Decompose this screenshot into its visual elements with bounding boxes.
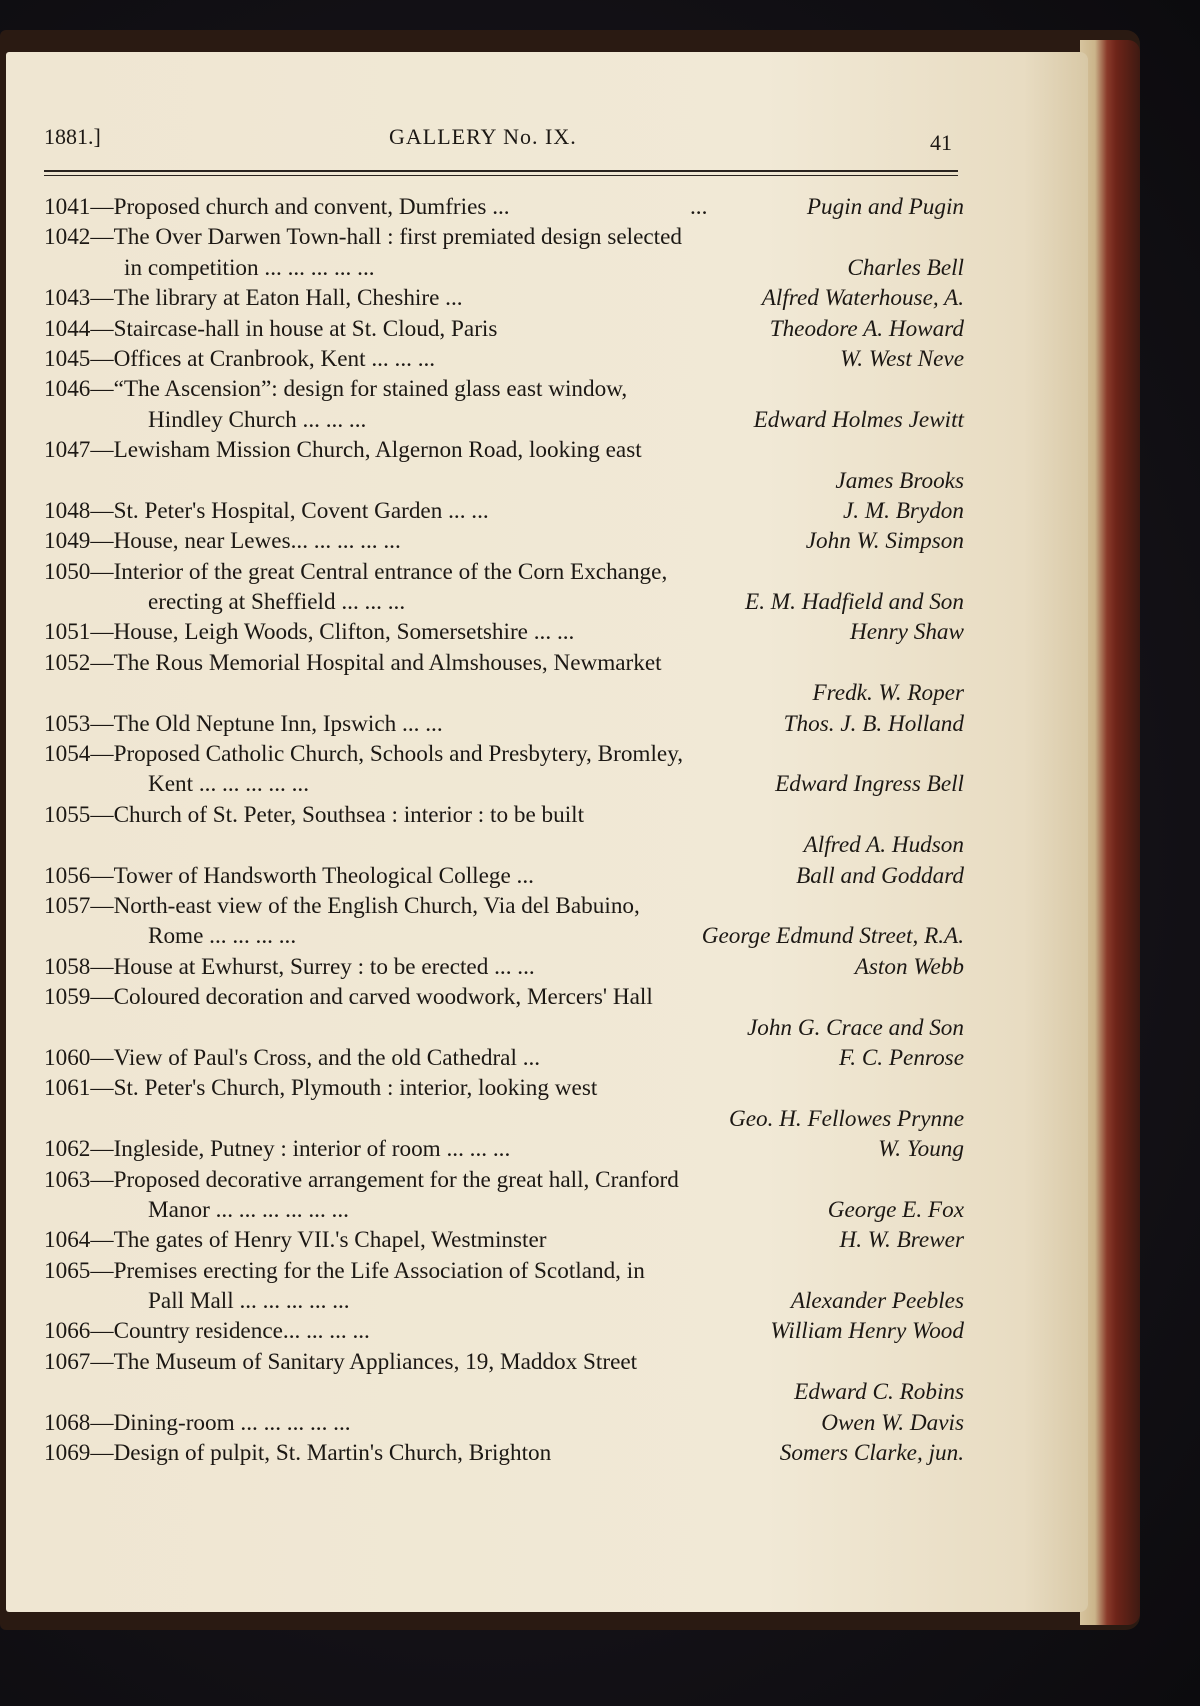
entry-title-continued: Hindley Church ... ... ... [148, 406, 367, 433]
entry-attribution-line [44, 1104, 964, 1134]
entry-artist: F. C. Penrose [839, 1044, 964, 1071]
entry-artist: George Edmund Street, R.A. [701, 923, 964, 950]
entry-title: The gates of Henry VII.'s Chapel, Westminster [113, 1227, 547, 1254]
entry-line: 1045—Offices at Cranbrook, Kent ... ... ... W. West Neve [44, 344, 964, 374]
entry-title: Staircase-hall in house at St. Cloud, Paris [113, 315, 498, 342]
catalogue-entry [44, 952, 964, 982]
entry-artist: Theodore A. Howard [769, 315, 964, 342]
entry-number: 1062 [44, 1136, 91, 1163]
entry-title-continued: Rome ... ... ... ... [148, 923, 297, 950]
catalogue-entry [44, 496, 964, 526]
entry-line: 1060—View of Paul's Cross, and the old Cathedral ... F. C. Penrose [44, 1043, 964, 1073]
entry-number: 1047 [44, 437, 91, 464]
entry-title: Proposed Catholic Church, Schools and Presbytery, Bromley, [113, 741, 684, 768]
entry-artist: Charles Bell [847, 254, 964, 281]
page-edges [1080, 40, 1140, 1625]
page-number: 41 [930, 130, 952, 155]
entry-title: Premises erecting for the Life Association of Scotland, in [113, 1257, 645, 1284]
entry-artist: W. Young [878, 1136, 964, 1163]
page-content [44, 52, 964, 1612]
entry-number: 1048 [44, 497, 91, 524]
entry-line: 1053—The Old Neptune Inn, Ipswich ... ... Thos. J. B. Holland [44, 709, 964, 739]
entry-artist: J. M. Brydon [842, 497, 964, 524]
header-rule [44, 170, 958, 172]
entry-line: 1068—Dining-room ... ... ... ... ... Owen W. Davis [44, 1408, 964, 1438]
entry-line: 1050—Interior of the great Central entrance of the Corn Exchange, [44, 558, 668, 585]
entry-attribution-line [44, 1377, 964, 1407]
entry-title: The library at Eaton Hall, Cheshire ... [113, 285, 463, 312]
entry-title: “The Ascension”: design for stained glass east window, [113, 376, 628, 403]
book-page [6, 52, 1088, 1612]
entry-number: 1044 [44, 315, 91, 342]
entry-number: 1051 [44, 619, 91, 646]
entry-artist: H. W. Brewer [839, 1227, 964, 1254]
entry-title: Country residence... ... ... ... [113, 1318, 370, 1345]
entry-continuation [44, 587, 964, 617]
catalogue-entry [44, 1256, 964, 1317]
entry-line: 1062—Ingleside, Putney : interior of room ... ... ... W. Young [44, 1134, 964, 1164]
entry-line: 1044—Staircase-hall in house at St. Cloud, Paris Theodore A. Howard [44, 314, 964, 344]
entry-artist: Alexander Peebles [790, 1288, 964, 1315]
entry-artist: George E. Fox [827, 1196, 964, 1223]
entry-line: 1058—House at Ewhurst, Surrey : to be erected ... ... Aston Webb [44, 952, 964, 982]
catalogue-entry [44, 192, 964, 222]
entry-title: St. Peter's Church, Plymouth : interior, looking west [113, 1075, 598, 1102]
catalogue-entry [44, 1134, 964, 1164]
entry-title: House, near Lewes... ... ... ... ... [113, 528, 401, 555]
entry-number: 1067 [44, 1348, 91, 1375]
entry-line: 1064—The gates of Henry VII.'s Chapel, Westminster H. W. Brewer [44, 1225, 964, 1255]
header-rule-thin [44, 175, 958, 176]
entry-artist: Edward Ingress Bell [775, 771, 964, 798]
catalogue-entry [44, 283, 964, 313]
entry-artist: E. M. Hadfield and Son [745, 589, 964, 616]
entry-line: 1051—House, Leigh Woods, Clifton, Somersetshire ... ... Henry Shaw [44, 617, 964, 647]
catalogue-entry [44, 557, 964, 618]
entry-title: The Rous Memorial Hospital and Almshouses, Newmarket [113, 649, 662, 676]
entry-line: 1066—Country residence... ... ... ... William Henry Wood [44, 1316, 964, 1346]
entry-number: 1065 [44, 1257, 91, 1284]
entry-artist: Henry Shaw [850, 619, 964, 646]
entry-artist: Edward C. Robins [794, 1379, 964, 1406]
entry-artist: Geo. H. Fellowes Prynne [728, 1105, 964, 1132]
entry-artist: John W. Simpson [805, 528, 964, 555]
catalogue-entry [44, 739, 964, 800]
entry-title: Ingleside, Putney : interior of room ... ... ... [113, 1136, 511, 1163]
entry-continuation [44, 405, 964, 435]
entry-continuation [44, 769, 964, 799]
entry-number: 1054 [44, 741, 91, 768]
entry-number: 1058 [44, 953, 91, 980]
entry-line: 1065—Premises erecting for the Life Association of Scotland, in [44, 1257, 645, 1284]
entry-line: 1057—North-east view of the English Church, Via del Babuino, [44, 892, 640, 919]
catalogue-entry [44, 1408, 964, 1438]
entry-title: Offices at Cranbrook, Kent ... ... ... [113, 345, 436, 372]
entry-number: 1043 [44, 285, 91, 312]
catalogue-entry [44, 861, 964, 891]
entry-number: 1042 [44, 224, 91, 251]
catalogue-entry [44, 648, 964, 709]
entry-artist: Somers Clarke, jun. [779, 1440, 964, 1467]
entry-title: Interior of the great Central entrance of the Corn Exchange, [113, 558, 668, 585]
entry-artist: John G. Crace and Son [746, 1014, 964, 1041]
entry-number: 1056 [44, 862, 91, 889]
entry-artist: Alfred A. Hudson [803, 832, 964, 859]
entry-title: North-east view of the English Church, Via del Babuino, [113, 892, 640, 919]
catalogue-entry [44, 1225, 964, 1255]
entry-artist: Alfred Waterhouse, A. [761, 285, 964, 312]
entry-number: 1069 [44, 1440, 91, 1467]
entry-number: 1060 [44, 1044, 91, 1071]
entry-number: 1066 [44, 1318, 91, 1345]
entry-title-continued: erecting at Sheffield ... ... ... [148, 589, 406, 616]
catalogue-entry [44, 344, 964, 374]
entry-line: 1052—The Rous Memorial Hospital and Almshouses, Newmarket [44, 649, 662, 676]
entry-title-continued: Kent ... ... ... ... ... [148, 771, 310, 798]
catalogue-entry [44, 1165, 964, 1226]
entry-artist: William Henry Wood [770, 1318, 964, 1345]
entry-title: St. Peter's Hospital, Covent Garden ... ... [113, 497, 489, 524]
catalogue-entry [44, 891, 964, 952]
entry-line: 1043—The library at Eaton Hall, Cheshire ... Alfred Waterhouse, A. [44, 283, 964, 313]
entry-line: 1047—Lewisham Mission Church, Algernon Road, looking east [44, 437, 642, 464]
catalogue-entry [44, 222, 964, 283]
entry-artist: Edward Holmes Jewitt [753, 406, 964, 433]
entry-number: 1050 [44, 558, 91, 585]
entry-artist: Ball and Goddard [796, 862, 964, 889]
entry-continuation [44, 253, 964, 283]
catalogue-entry [44, 435, 964, 496]
entry-line: 1054—Proposed Catholic Church, Schools and Presbytery, Bromley, [44, 741, 684, 768]
entry-number: 1059 [44, 984, 91, 1011]
entry-title-continued: Manor ... ... ... ... ... ... [148, 1196, 349, 1223]
entry-title-continued: in competition ... ... ... ... ... [124, 254, 375, 281]
entry-title: House at Ewhurst, Surrey : to be erected ... ... [113, 953, 535, 980]
catalogue-entry [44, 1438, 964, 1468]
catalogue-entry [44, 1043, 964, 1073]
catalogue-entry [44, 1347, 964, 1408]
entry-number: 1049 [44, 528, 91, 555]
entry-number: 1064 [44, 1227, 91, 1254]
entry-line: 1041—Proposed church and convent, Dumfries ... ... Pugin and Pugin [44, 192, 964, 222]
entry-line: 1042—The Over Darwen Town-hall : first premiated design selected [44, 224, 682, 251]
entry-line: 1048—St. Peter's Hospital, Covent Garden ... ... J. M. Brydon [44, 496, 964, 526]
entry-artist: Pugin and Pugin [806, 194, 964, 220]
entry-title: Tower of Handsworth Theological College ... [113, 862, 534, 889]
entry-number: 1057 [44, 892, 91, 919]
entry-attribution-line [44, 1013, 964, 1043]
catalogue-entry [44, 1073, 964, 1134]
entry-artist: Aston Webb [854, 953, 964, 980]
entry-title: Proposed church and convent, Dumfries ... [113, 194, 510, 220]
catalogue-entries [44, 192, 964, 1468]
entry-line: 1061—St. Peter's Church, Plymouth : interior, looking west [44, 1075, 598, 1102]
entry-number: 1041 [44, 194, 91, 220]
entry-title: Church of St. Peter, Southsea : interior : to be built [113, 801, 585, 828]
catalogue-entry [44, 374, 964, 435]
entry-attribution-line [44, 830, 964, 860]
entry-line: 1069—Design of pulpit, St. Martin's Church, Brighton Somers Clarke, jun. [44, 1438, 964, 1468]
entry-line: 1063—Proposed decorative arrangement for the great hall, Cranford [44, 1166, 679, 1193]
entry-number: 1063 [44, 1166, 91, 1193]
entry-line: 1055—Church of St. Peter, Southsea : interior : to be built [44, 801, 585, 828]
catalogue-entry [44, 800, 964, 861]
entry-artist: Owen W. Davis [821, 1409, 964, 1436]
entry-number: 1068 [44, 1409, 91, 1436]
catalogue-entry [44, 314, 964, 344]
entry-number: 1055 [44, 801, 91, 828]
entry-title: Design of pulpit, St. Martin's Church, Brighton [113, 1440, 552, 1467]
entry-attribution-line [44, 678, 964, 708]
entry-title-continued: Pall Mall ... ... ... ... ... [148, 1288, 350, 1315]
entry-artist: W. West Neve [840, 345, 964, 372]
entry-title: Lewisham Mission Church, Algernon Road, looking east [113, 437, 642, 464]
entry-title: The Old Neptune Inn, Ipswich ... ... [113, 710, 443, 737]
entry-title: The Over Darwen Town-hall : first premiated design selected [113, 224, 682, 251]
catalogue-entry [44, 982, 964, 1043]
entry-artist: James Brooks [835, 467, 964, 494]
entry-number: 1052 [44, 649, 91, 676]
entry-attribution-line [44, 466, 964, 496]
entry-line: 1049—House, near Lewes... ... ... ... ... John W. Simpson [44, 526, 964, 556]
entry-line: 1056—Tower of Handsworth Theological College ... Ball and Goddard [44, 861, 964, 891]
catalogue-entry [44, 526, 964, 556]
entry-title: House, Leigh Woods, Clifton, Somersetshire ... ... [113, 619, 575, 646]
entry-number: 1053 [44, 710, 91, 737]
entry-artist: Fredk. W. Roper [812, 680, 964, 707]
entry-continuation [44, 1286, 964, 1316]
entry-title: Proposed decorative arrangement for the great hall, Cranford [113, 1166, 679, 1193]
entry-title: View of Paul's Cross, and the old Cathedral ... [113, 1044, 541, 1071]
catalogue-entry [44, 617, 964, 647]
entry-leader-dots: ... [690, 194, 708, 220]
entry-continuation [44, 921, 964, 951]
entry-title: Dining-room ... ... ... ... ... [113, 1409, 351, 1436]
entry-number: 1046 [44, 376, 91, 403]
entry-artist: Thos. J. B. Holland [783, 710, 964, 737]
entry-number: 1045 [44, 345, 91, 372]
entry-line: 1067—The Museum of Sanitary Appliances, 19, Maddox Street [44, 1348, 638, 1375]
entry-line: 1059—Coloured decoration and carved woodwork, Mercers' Hall [44, 984, 653, 1011]
catalogue-entry [44, 709, 964, 739]
entry-continuation [44, 1195, 964, 1225]
catalogue-entry [44, 1316, 964, 1346]
entry-number: 1061 [44, 1075, 91, 1102]
entry-line: 1046—“The Ascension”: design for stained glass east window, [44, 376, 628, 403]
header-title: GALLERY No. IX. [389, 124, 577, 149]
entry-title: The Museum of Sanitary Appliances, 19, Maddox Street [113, 1348, 638, 1375]
header-year: 1881.] [44, 124, 101, 149]
running-header [44, 124, 964, 164]
entry-title: Coloured decoration and carved woodwork, Mercers' Hall [113, 984, 653, 1011]
